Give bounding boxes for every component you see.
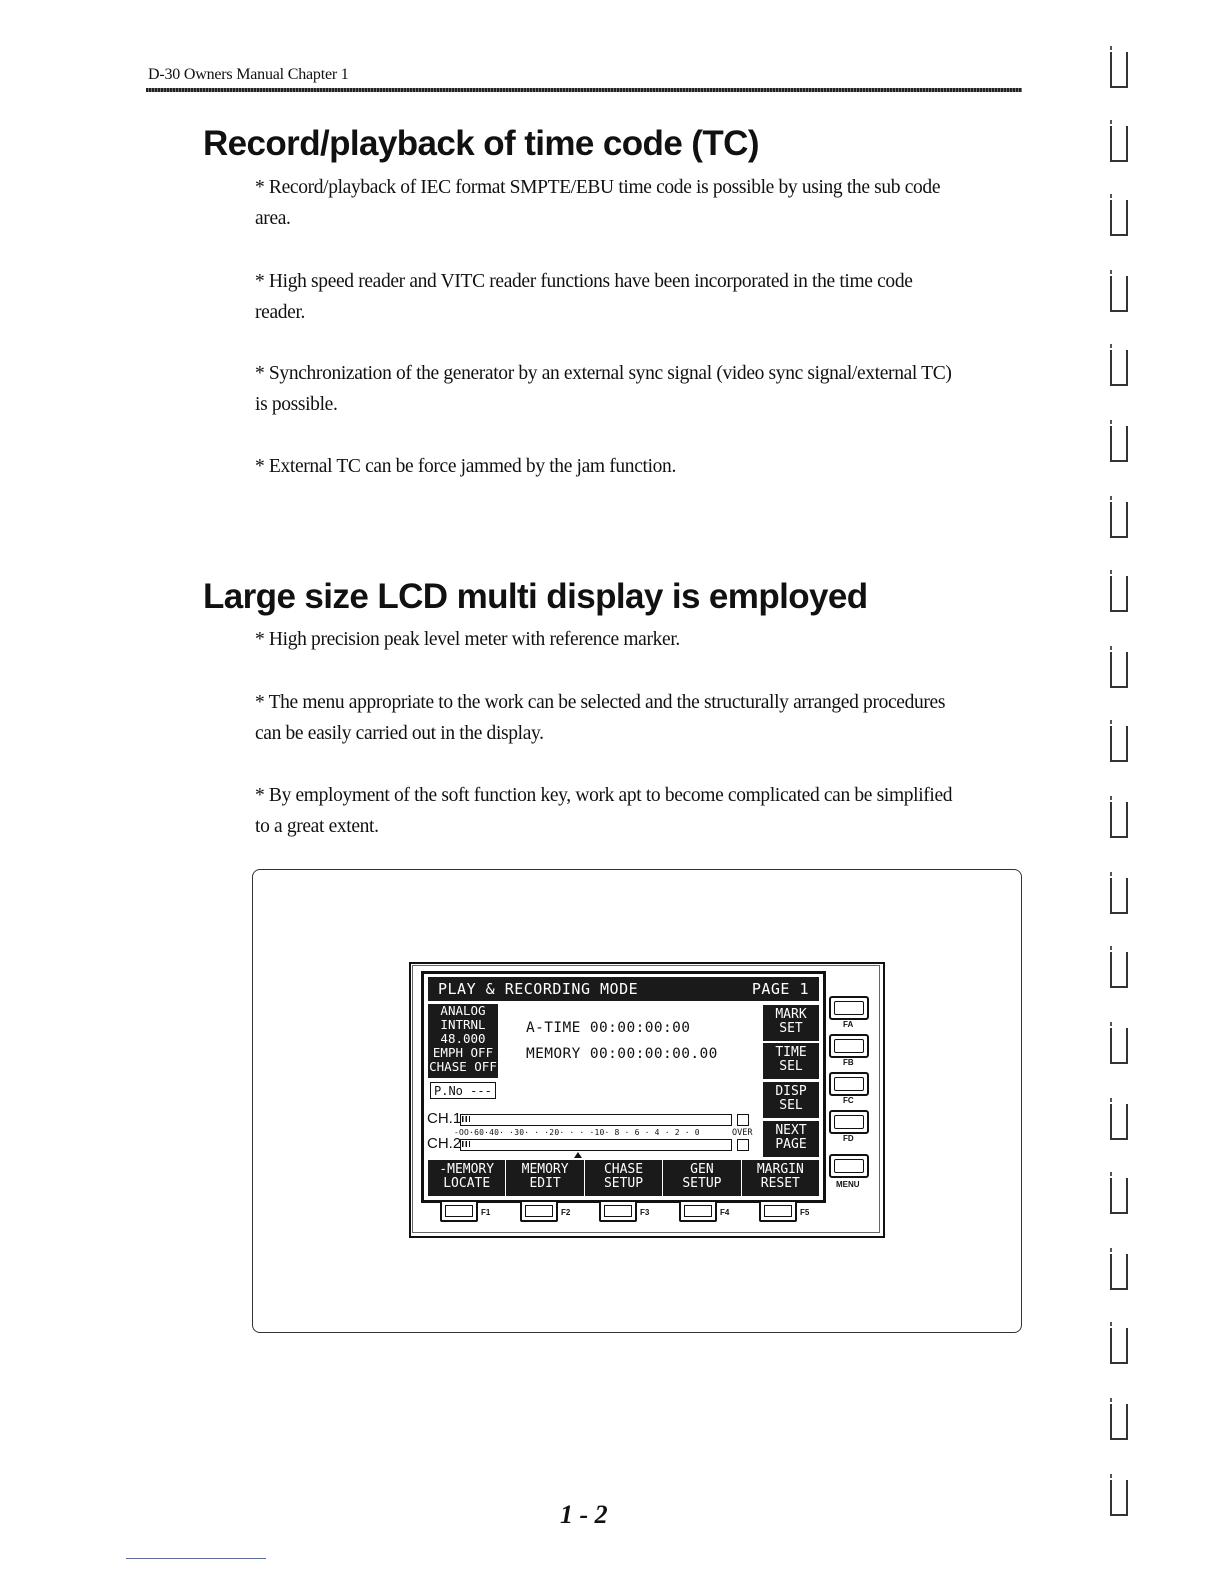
meter-scale: -OO·60·40· ·30· · ·20· · · ·10· 8 · 6 · 4 · 2 · 0 [454,1128,700,1137]
softkey-label: SEL [779,1098,803,1113]
fkey-chase-setup[interactable] [585,1160,663,1196]
binder-mark [1110,126,1128,162]
ch1-level-meter [460,1114,732,1126]
status-line: ANALOG [440,1003,486,1018]
bullet-paragraph [255,780,1035,842]
fkey-label: EDIT [529,1175,561,1191]
hardware-key-f3[interactable] [599,1200,637,1222]
hardware-key-fd[interactable] [829,1110,869,1134]
bullet-paragraph [255,172,1035,234]
program-number: P.No --- [430,1082,496,1099]
lcd-page-indicator: PAGE 1 [751,980,809,998]
binder-mark [1110,1328,1128,1364]
ch2-label: CH.2 [427,1135,462,1152]
bullet-paragraph [255,358,1035,420]
lcd-mode-title: PLAY & RECORDING MODE [438,980,639,998]
memory-readout [526,1046,718,1062]
hardware-key-fa[interactable] [829,996,869,1020]
binder-mark [1110,802,1128,838]
key-label-f1: F1 [481,1208,491,1217]
binder-mark [1110,1028,1128,1064]
hardware-key-fc[interactable] [829,1072,869,1096]
fkey-label: LOCATE [443,1175,491,1191]
atime-label: A-TIME [526,1020,581,1036]
softkey-next-page[interactable] [763,1121,819,1157]
binder-mark [1110,276,1128,312]
binder-mark [1110,1104,1128,1140]
bullet-paragraph [255,266,1035,328]
bullet-line: * High precision peak level meter with reference marker. [255,629,680,650]
binder-mark [1110,726,1128,762]
fkey-label: -MEMORY [439,1162,495,1177]
fkey-label: GEN [690,1162,714,1177]
key-label-menu: MENU [836,1180,860,1189]
key-label-f4: F4 [720,1208,730,1217]
hardware-key-fb[interactable] [829,1034,869,1058]
hardware-key-f5[interactable] [759,1200,797,1222]
fkey-label: CHASE [603,1162,644,1177]
binder-mark [1110,952,1128,988]
binder-mark [1110,52,1128,88]
binder-mark [1110,200,1128,236]
page-number: 1 - 2 [560,1500,608,1529]
softkey-label: PAGE [775,1137,807,1152]
running-header: D-30 Owners Manual Chapter 1 [148,66,349,83]
key-label-f3: F3 [640,1208,650,1217]
softkey-label: SEL [779,1059,803,1074]
hardware-key-f1[interactable] [440,1200,478,1222]
key-label-fd: FD [843,1134,854,1143]
hardware-key-f2[interactable] [520,1200,558,1222]
softkey-label: MARK [775,1007,807,1022]
bullet-line: is possible. [255,394,338,415]
fkey-margin-reset[interactable] [742,1160,819,1196]
lcd-screen [421,971,826,1203]
function-key-bar [428,1160,819,1196]
key-label-f5: F5 [800,1208,810,1217]
hardware-key-menu[interactable] [829,1154,869,1178]
bullet-line: can be easily carried out in the display. [255,723,544,744]
over-label: OVER [732,1128,753,1138]
memory-value: 00:00:00:00.00 [589,1046,718,1062]
bullet-paragraph [255,687,1035,749]
memory-label: MEMORY [526,1046,581,1062]
ch2-over-indicator [737,1139,749,1151]
softkey-label: DISP [775,1084,807,1099]
atime-value: 00:00:00:00 [589,1020,691,1036]
softkey-time-sel[interactable] [763,1043,819,1079]
binder-mark [1110,1480,1128,1516]
lcd-title-bar [428,977,819,1001]
key-label-fc: FC [843,1096,854,1105]
softkey-mark-set[interactable] [763,1005,819,1041]
status-line: EMPH OFF [432,1045,494,1060]
bullet-line: to a great extent. [255,816,379,837]
section-title-lcd: Large size LCD multi display is employed [203,577,868,616]
ch2-level-meter [460,1139,732,1151]
softkey-label: TIME [775,1045,807,1060]
fkey-memory-edit[interactable] [506,1160,584,1196]
binder-mark [1110,502,1128,538]
key-label-f2: F2 [561,1208,571,1217]
binder-mark [1110,652,1128,688]
binder-mark [1110,576,1128,612]
bullet-line: area. [255,208,291,229]
binder-mark [1110,878,1128,914]
binder-mark [1110,1178,1128,1214]
ch1-label: CH.1 [427,1110,462,1127]
ch1-over-indicator [737,1114,749,1126]
binder-mark [1110,350,1128,386]
fkey-gen-setup[interactable] [663,1160,741,1196]
softkey-disp-sel[interactable] [763,1082,819,1118]
fkey-label: MEMORY [521,1162,569,1177]
binder-mark [1110,1254,1128,1290]
bullet-paragraph [255,451,1035,482]
status-line: INTRNL [440,1017,486,1032]
fkey-label: MARGIN [756,1162,804,1177]
bullet-line: * External TC can be force jammed by the jam function. [255,456,676,477]
header-rule [146,88,1022,92]
binder-mark [1110,426,1128,462]
status-line: CHASE OFF [429,1059,497,1074]
atime-readout [526,1020,690,1036]
bullet-paragraph [255,624,1035,655]
bullet-line: * Synchronization of the generator by an external sync signal (video sync signal/external TC) [255,363,952,384]
bullet-line: * High speed reader and VITC reader functions have been incorporated in the time code [255,271,913,292]
fkey-label: SETUP [682,1175,722,1191]
key-label-fb: FB [843,1058,854,1067]
bullet-line: * Record/playback of IEC format SMPTE/EBU time code is possible by using the sub code [255,177,941,198]
lcd-status-block [428,1004,498,1078]
status-line: 48.000 [440,1031,486,1046]
hardware-key-f4[interactable] [679,1200,717,1222]
key-label-fa: FA [843,1020,854,1029]
fkey-memory-locate[interactable] [428,1160,506,1196]
softkey-label: NEXT [775,1123,807,1138]
bullet-line: * The menu appropriate to the work can be selected and the structurally arranged procedures [255,692,946,713]
bullet-line: * By employment of the soft function key, work apt to become complicated can be simplified [255,785,953,806]
ch1-level-fill [462,1116,470,1122]
reference-marker [574,1152,582,1158]
fkey-label: SETUP [603,1175,644,1191]
ch2-level-fill [462,1141,470,1147]
fkey-label: RESET [760,1175,800,1191]
softkey-label: SET [779,1021,803,1036]
section-title-time-code: Record/playback of time code (TC) [203,124,759,163]
bottom-rule [126,1558,266,1559]
bullet-line: reader. [255,302,306,323]
binder-mark [1110,1404,1128,1440]
